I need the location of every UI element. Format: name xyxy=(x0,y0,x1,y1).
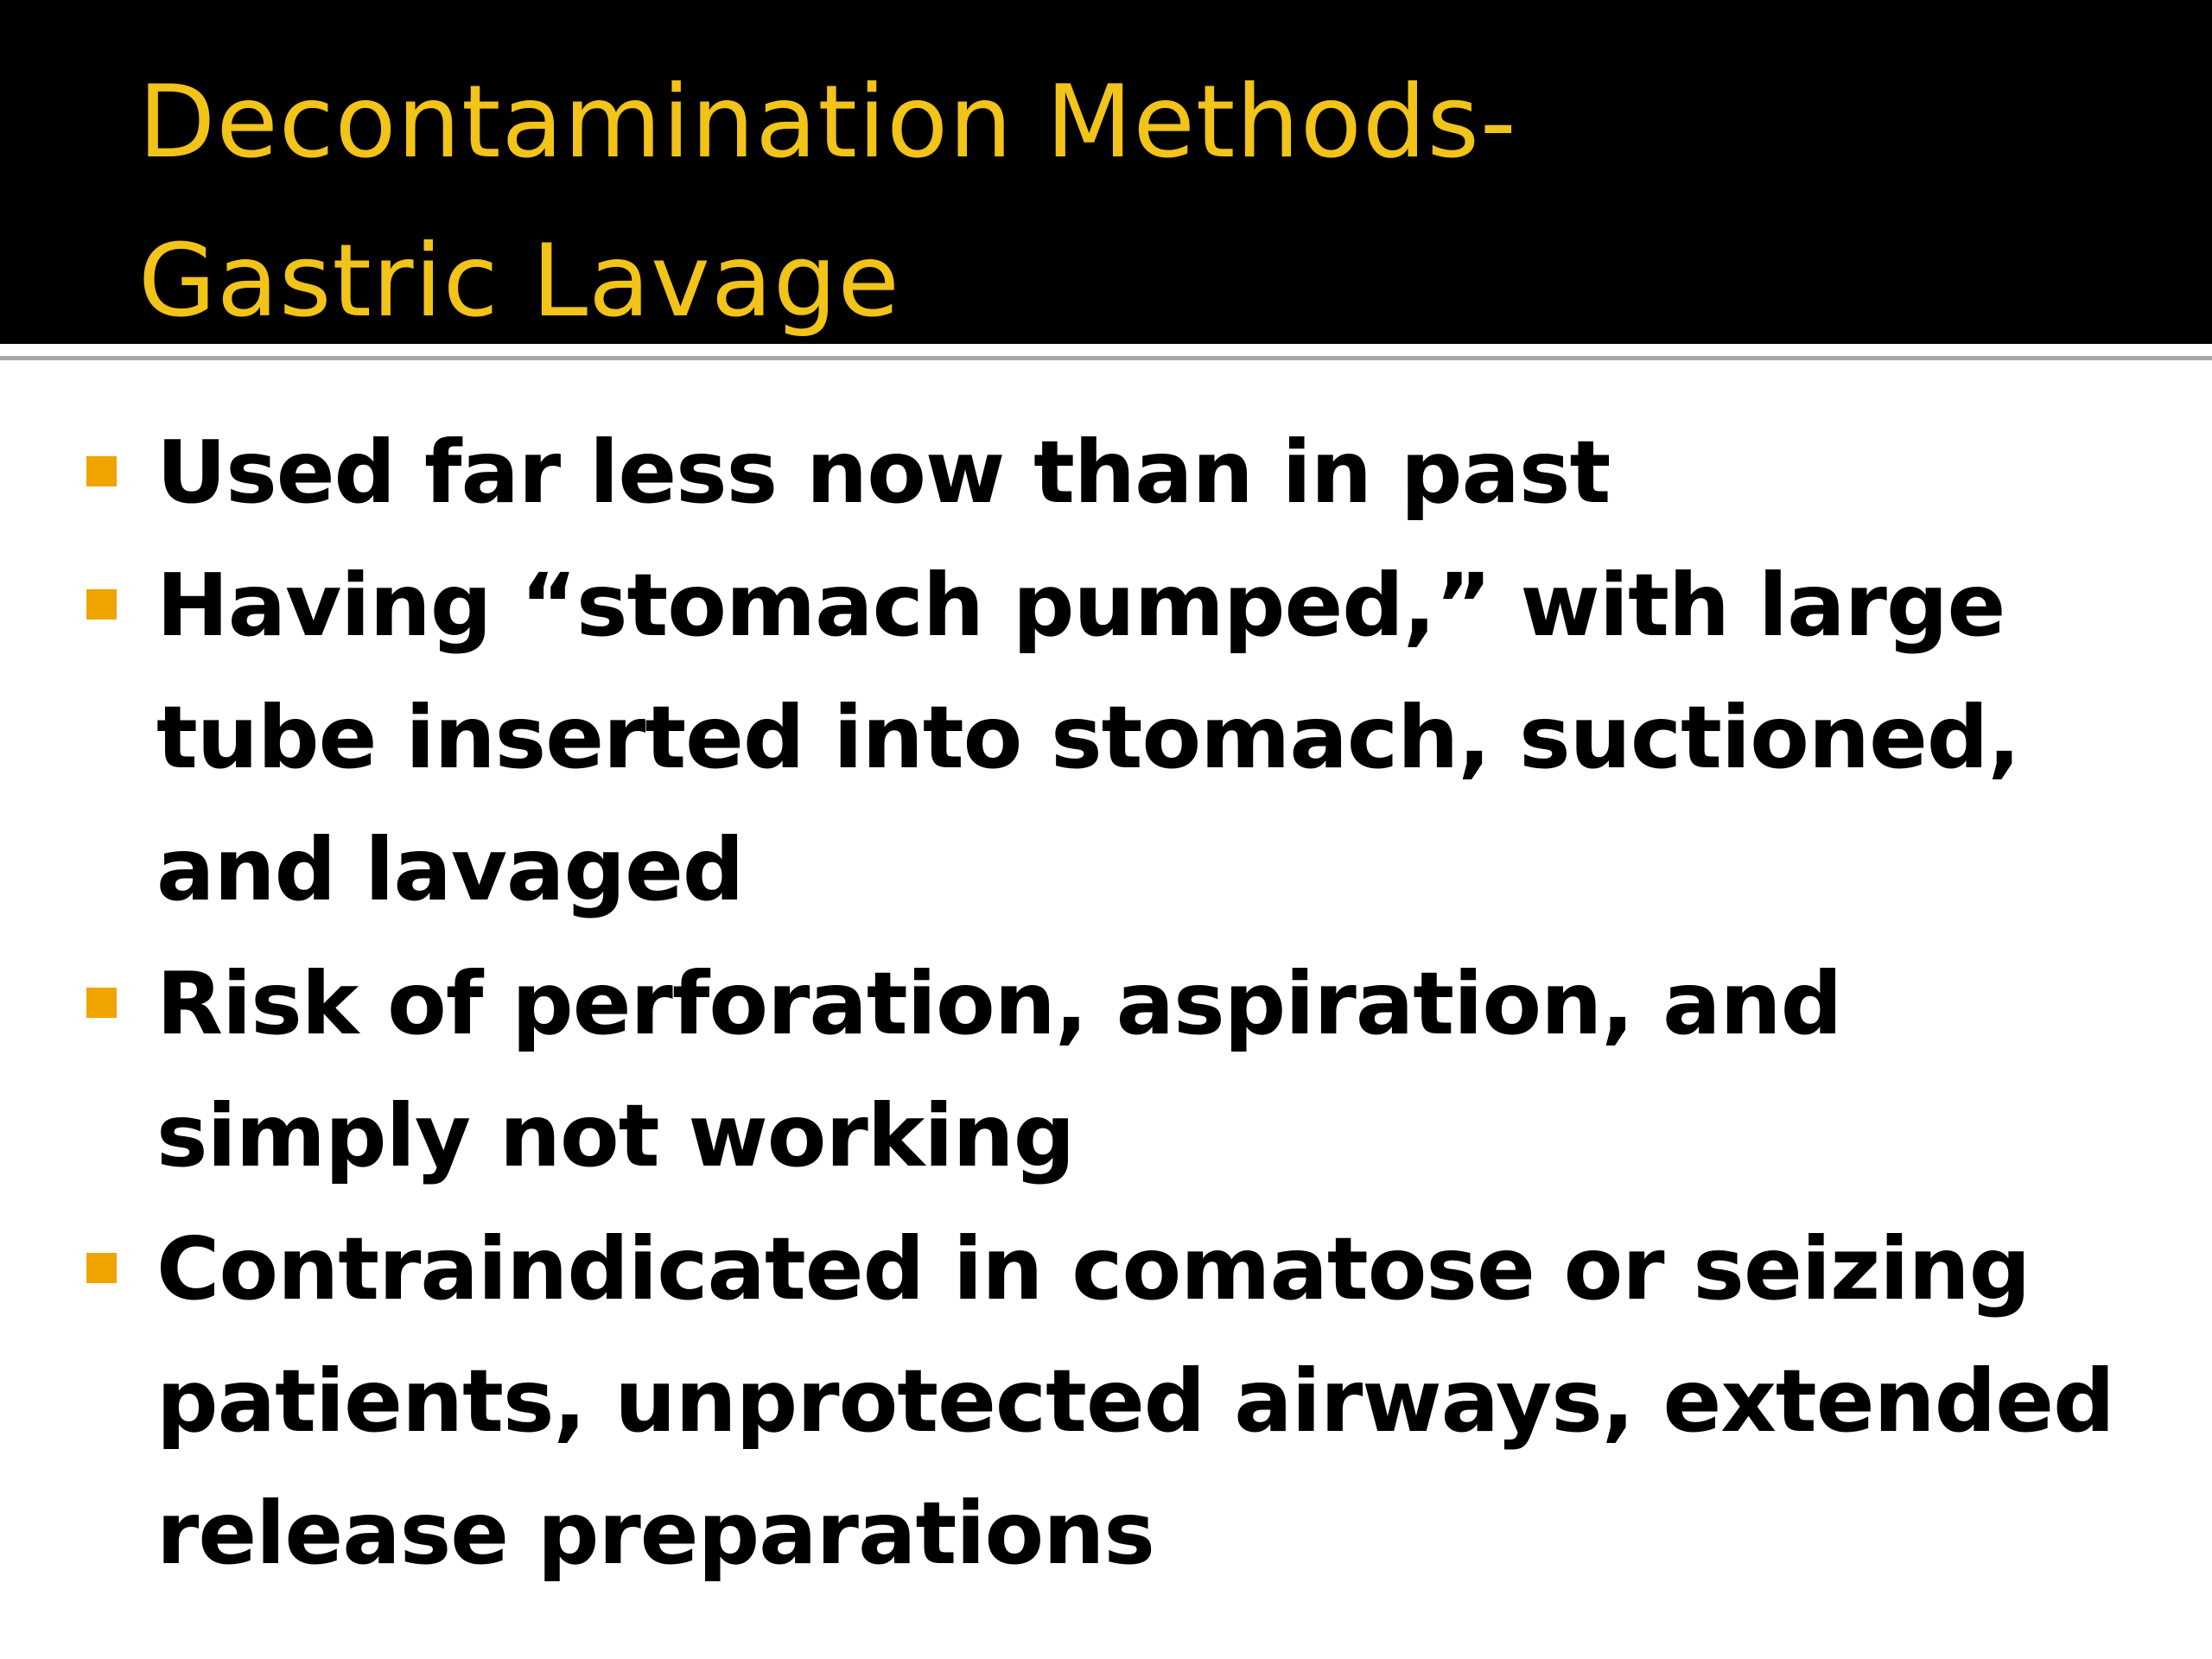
bullet-text xyxy=(156,406,2170,538)
slide-title-line: Gastric Lavage xyxy=(138,223,900,340)
bullet-line: simply not working xyxy=(156,1085,1075,1186)
square-bullet-icon xyxy=(86,456,117,486)
bullet-line: Having “stomach pumped,” with large xyxy=(156,555,2005,656)
square-bullet-icon xyxy=(86,1253,117,1283)
bullet-line: and lavaged xyxy=(156,819,744,920)
bullet-text xyxy=(156,539,2170,936)
bullet-line: Contraindicated in comatose or seizing xyxy=(156,1218,2031,1319)
square-bullet-icon xyxy=(86,988,117,1018)
square-bullet-icon xyxy=(86,589,117,620)
bullet-line: release preparations xyxy=(156,1483,1154,1584)
bullet-text xyxy=(156,1203,2170,1599)
bullet-line: tube inserted into stomach, suctioned, xyxy=(156,687,2020,788)
bullet-text xyxy=(156,938,2170,1202)
slide-title-line: Decontamination Methods- xyxy=(138,64,1517,181)
bullet-line: Risk of perforation, aspiration, and xyxy=(156,953,1842,1054)
bullet-line: patients, unprotected airways, extended xyxy=(156,1351,2114,1452)
bullet-line: Used far less now than in past xyxy=(156,422,1611,523)
